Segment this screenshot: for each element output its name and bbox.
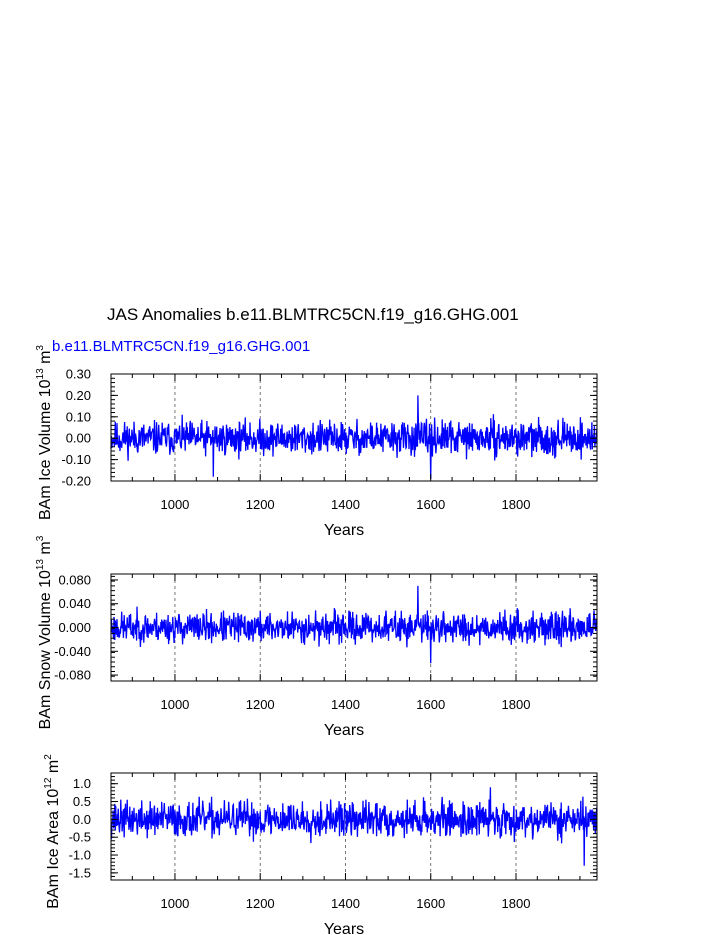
series-line-ice-area	[111, 787, 597, 865]
x-tick-label: 1000	[160, 697, 190, 712]
x-axis-label: Years	[323, 522, 365, 539]
y-axis-label-unit-exp: 3	[35, 535, 46, 542]
y-tick-label: -0.040	[54, 643, 91, 659]
x-tick-label: 1800	[501, 497, 531, 512]
y-axis-label-exp: 13	[35, 559, 46, 571]
y-axis-label-base: BAm Snow Volume 10	[37, 570, 54, 730]
legend-label: b.e11.BLMTRC5CN.f19_g16.GHG.001	[52, 338, 311, 355]
y-axis-label	[43, 754, 62, 909]
y-tick-label: 0.10	[65, 409, 91, 425]
x-tick-label: 1600	[416, 896, 446, 911]
y-axis-label-unit-exp: 3	[35, 345, 46, 351]
y-axis-label	[35, 535, 54, 729]
x-tick-label: 1600	[416, 697, 446, 712]
y-tick-label: 0.30	[65, 366, 91, 382]
x-tick-label: 1600	[416, 497, 446, 512]
y-axis-label-exp: 13	[35, 368, 46, 380]
y-axis-label	[35, 345, 54, 520]
x-tick-label: 1000	[160, 497, 190, 512]
y-tick-label: 0.5	[72, 794, 91, 810]
x-tick-label: 1200	[245, 896, 275, 911]
x-tick-label: 1800	[501, 697, 531, 712]
y-tick-label: -1.5	[68, 865, 91, 881]
y-axis-label-base: BAm Ice Area 10	[45, 788, 62, 909]
y-tick-label: 0.00	[65, 430, 91, 446]
x-tick-label: 1200	[245, 697, 275, 712]
panel-snow-volume	[35, 535, 597, 739]
x-axis-label: Years	[323, 722, 365, 739]
y-axis-label-unit: m	[37, 541, 54, 560]
y-tick-label: 1.0	[72, 776, 91, 792]
y-axis-label-unit-exp: 2	[43, 754, 54, 760]
panel-ice-area	[43, 754, 597, 935]
x-tick-label: 1400	[331, 497, 360, 512]
x-tick-label: 1000	[160, 896, 190, 911]
y-tick-label: 0.20	[65, 387, 91, 403]
x-tick-label: 1400	[331, 896, 360, 911]
x-tick-label: 1200	[245, 497, 275, 512]
y-tick-label: -0.080	[54, 667, 91, 683]
y-tick-label: -1.0	[68, 847, 91, 863]
chart-title: JAS Anomalies b.e11.BLMTRC5CN.f19_g16.GHG.001	[107, 305, 519, 324]
series-line-ice-volume	[111, 395, 597, 479]
y-axis-label-base: BAm Ice Volume 10	[37, 379, 54, 520]
y-axis-label-unit: m	[45, 759, 62, 778]
y-axis-label-exp: 12	[43, 777, 54, 789]
x-axis-label: Years	[323, 921, 365, 935]
series-line-snow-volume	[111, 586, 597, 663]
y-tick-label: -0.5	[68, 829, 91, 845]
y-tick-label: 0.040	[58, 596, 91, 612]
y-axis-label-unit: m	[37, 350, 54, 369]
y-tick-label: 0.000	[58, 620, 91, 635]
y-tick-label: -0.10	[61, 452, 91, 468]
y-tick-label: 0.080	[58, 572, 91, 588]
x-tick-label: 1400	[331, 697, 360, 712]
x-tick-label: 1800	[501, 896, 531, 911]
y-tick-label: -0.20	[61, 473, 91, 489]
panel-ice-volume	[35, 345, 597, 542]
y-tick-label: 0.0	[72, 811, 91, 827]
